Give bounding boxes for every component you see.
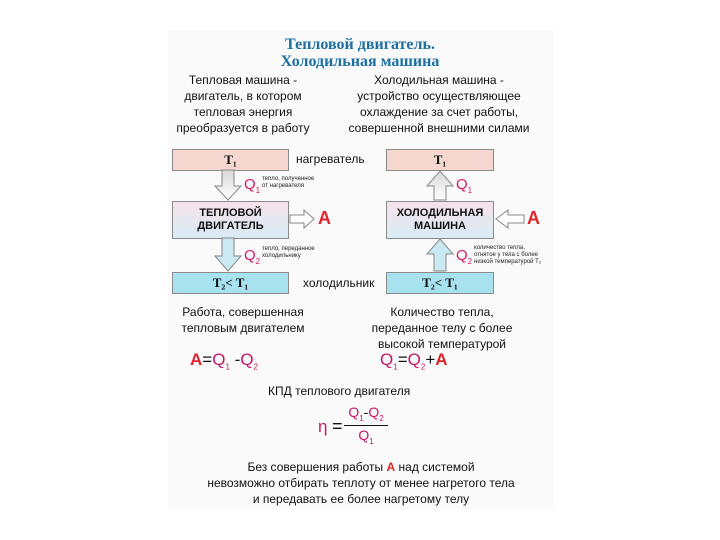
down-arrow-icon [215, 238, 241, 271]
heater-label: нагреватель [296, 152, 365, 166]
conclusion-line: и передавать ее более нагретому телу [252, 492, 470, 506]
fridge-work-label: А [527, 208, 540, 228]
definition-line: совершенной внешними силами [348, 121, 530, 135]
description-line: тепловым двигателем [181, 321, 305, 335]
cooler-temperature: T₂< T₁ [212, 275, 249, 290]
up-arrow-icon [427, 171, 453, 200]
conclusion-line: Без совершения работы А над системой [247, 460, 475, 474]
left-arrow-icon [496, 210, 524, 228]
conclusion-line: невозможно отбирать теплоту от менее нагретого тела [207, 476, 515, 490]
up-arrow-icon [427, 239, 453, 271]
fridge-label-line: ХОЛОДИЛЬНАЯ [396, 207, 484, 219]
q2-right-label: $Q_2$ [456, 247, 473, 266]
engine-label-line: ДВИГАТЕЛЬ [197, 220, 264, 232]
conclusion-text [168, 459, 554, 507]
right-arrow-icon [290, 210, 314, 228]
heater-temperature: T₁ [433, 152, 447, 167]
engine-work-description [168, 304, 318, 336]
efficiency-numerator: $Q_1-Q_2$ [348, 404, 384, 423]
q1-right-label: $Q_1$ [456, 176, 473, 195]
efficiency-denominator: $Q_1$ [358, 427, 374, 446]
definition-line: тепловая энергия [193, 105, 293, 119]
definition-line: Тепловая машина - [188, 73, 298, 87]
efficiency-equals: = [332, 416, 343, 436]
efficiency-title: КПД теплового двигателя [268, 384, 411, 398]
q1-left-note: тепло, полученное от нагревателя [262, 176, 315, 189]
title-line-1: Тепловой двигатель. [285, 36, 435, 53]
title-line-2: Холодильная машина [280, 53, 440, 70]
cooler-label: холодильник [303, 276, 375, 290]
definition-line: Холодильная машина - [374, 73, 504, 87]
work-formula: $A=Q_1$ $-Q_2$ [190, 350, 258, 372]
eta-symbol: η [318, 417, 328, 436]
engine-work-label: А [318, 208, 331, 228]
description-line: переданное телу с более [371, 321, 513, 335]
engine-label-line: ТЕПЛОВОЙ [199, 207, 262, 219]
definition-line: устройство осуществляющее [357, 89, 521, 103]
description-line: Количество тепла, [390, 305, 494, 319]
definition-line: двигатель, в котором [184, 89, 302, 103]
description-line: высокой температурой [378, 337, 506, 351]
fridge-label-line: МАШИНА [414, 220, 466, 232]
cooler-temperature: T₂< T₁ [422, 275, 458, 290]
description-line: Работа, совершенная [182, 305, 304, 319]
down-arrow-icon [215, 170, 241, 200]
q2-right-note: количество тепла, отнятое у тела с более низкой температурой T₂ [474, 245, 542, 265]
definition-line: преобразуется в работу [176, 121, 310, 135]
heater-temperature: T₁ [224, 152, 237, 167]
heat-formula: $Q_1=Q_2+A$ [380, 350, 448, 372]
q1-left-label: $Q_1$ [244, 176, 261, 195]
q2-left-label: $Q_2$ [244, 247, 261, 266]
fridge-heat-description [352, 304, 532, 352]
definition-line: охлаждение за счет работы, [359, 105, 519, 119]
fraction-bar [344, 425, 388, 426]
q2-left-note: тепло, переданное холодильнику [262, 246, 315, 259]
